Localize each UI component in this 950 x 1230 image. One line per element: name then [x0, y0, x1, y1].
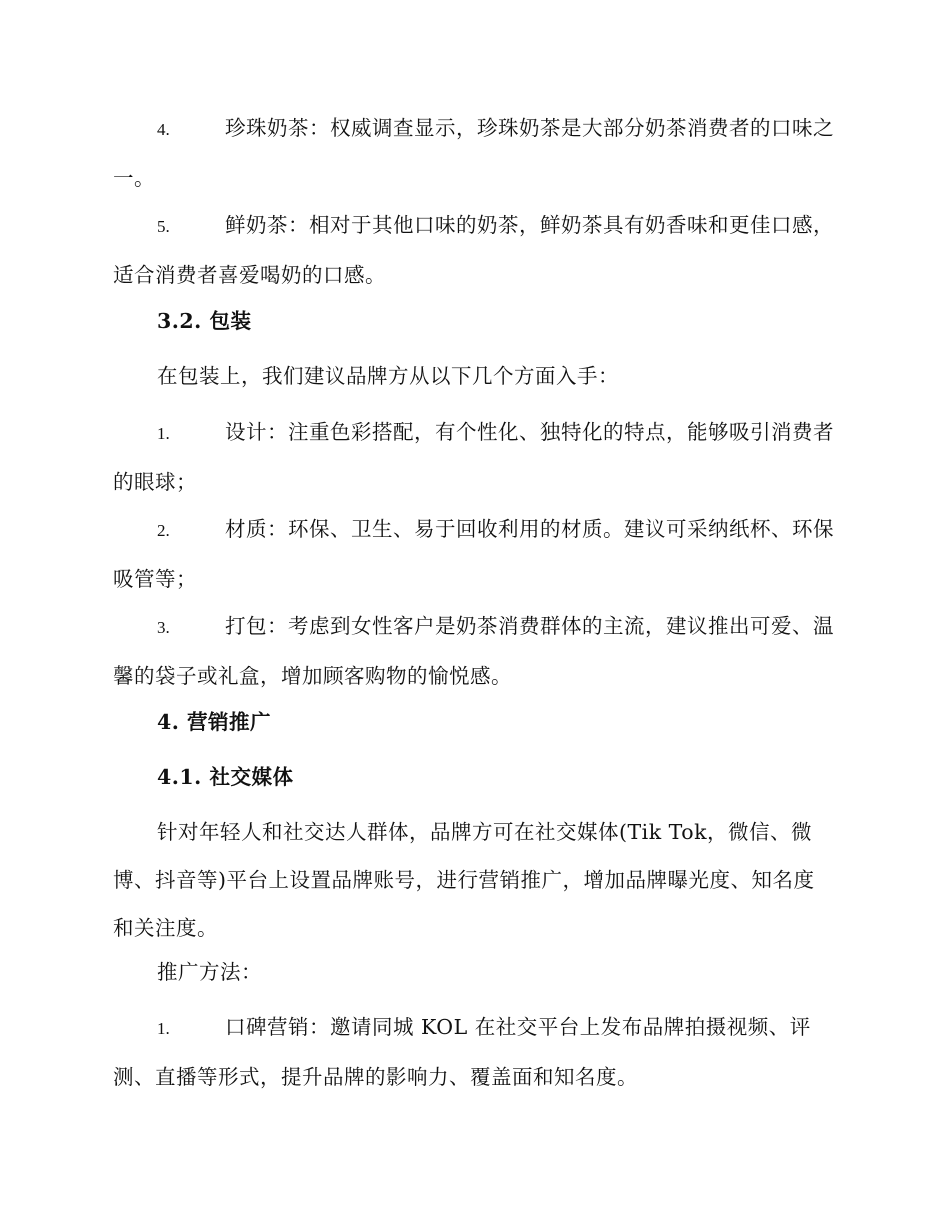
list-text: 设计：注重色彩搭配，有个性化、独特化的特点，能够吸引消费者的眼球；	[113, 420, 834, 494]
paragraph-social-media: 针对年轻人和社交达人群体，品牌方可在社交媒体(Tik Tok，微信、微博、抖音等)平台上设置品牌账号，进行营销推广，增加品牌曝光度、知名度和关注度。	[113, 820, 815, 940]
section-heading-3-2: 3.2. 包装	[157, 309, 252, 333]
list-number: 4.	[157, 120, 170, 139]
list-item	[113, 201, 835, 299]
paragraph-methods-label: 推广方法：	[157, 960, 262, 984]
list-item	[113, 408, 835, 506]
list-text: 打包：考虑到女性客户是奶茶消费群体的主流，建议推出可爱、温馨的袋子或礼盒，增加顾客购物的愉悦感。	[113, 614, 834, 688]
list-text: 口碑营销：邀请同城 KOL 在社交平台上发布品牌拍摄视频、评测、直播等形式，提升品牌的影响力、覆盖面和知名度。	[113, 1015, 811, 1089]
paragraph-packaging-intro: 在包装上，我们建议品牌方从以下几个方面入手：	[157, 364, 619, 388]
list-item	[113, 505, 835, 603]
list-number: 1.	[157, 424, 170, 443]
list-number: 2.	[157, 521, 170, 540]
section-heading-4: 4. 营销推广	[157, 710, 272, 734]
list-number: 1.	[157, 1019, 170, 1038]
list-text: 珍珠奶茶：权威调查显示，珍珠奶茶是大部分奶茶消费者的口味之一。	[113, 116, 834, 190]
list-text: 鲜奶茶：相对于其他口味的奶茶，鲜奶茶具有奶香味和更佳口感，适合消费者喜爱喝奶的口感。	[113, 213, 834, 287]
list-item	[113, 104, 835, 202]
list-number: 5.	[157, 217, 170, 236]
section-heading-4-1: 4.1. 社交媒体	[157, 765, 294, 789]
list-text: 材质：环保、卫生、易于回收利用的材质。建议可采纳纸杯、环保吸管等；	[113, 517, 834, 591]
list-item	[113, 602, 835, 700]
list-number: 3.	[157, 618, 170, 637]
list-item	[113, 1003, 835, 1101]
